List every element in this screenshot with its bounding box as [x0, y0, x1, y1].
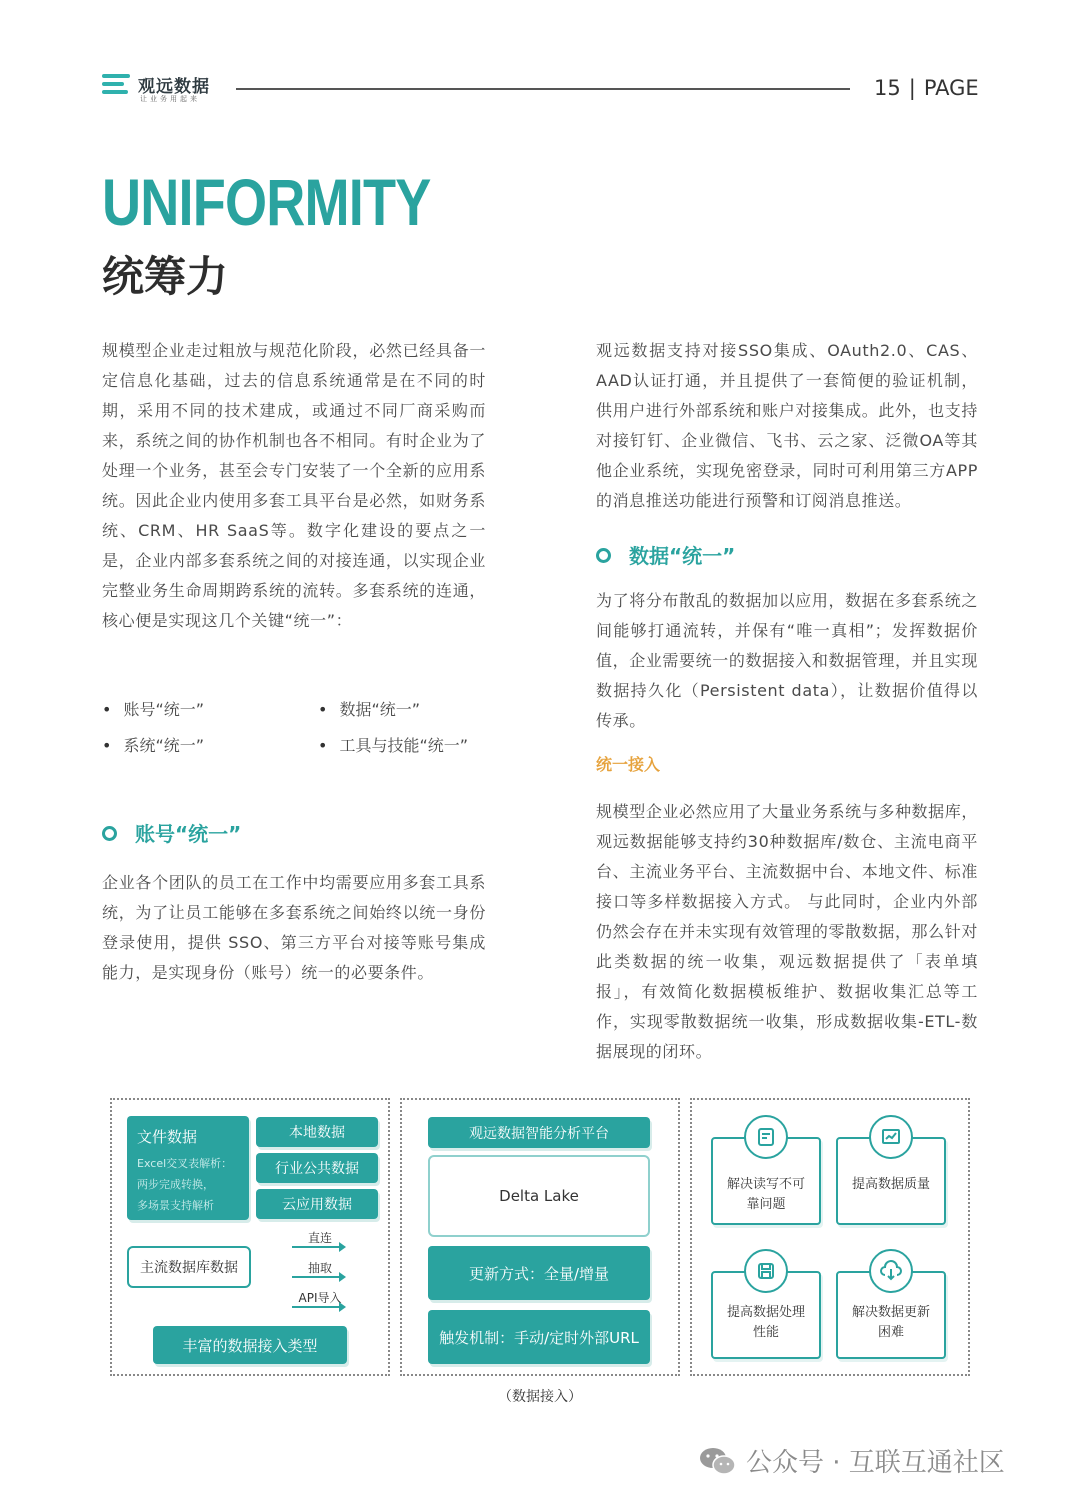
save-icon: [744, 1249, 788, 1293]
arrow-label-api: API导入: [298, 1291, 342, 1305]
section-heading-data: 数据“统一”: [596, 540, 735, 569]
arrow-right-icon: [292, 1306, 344, 1308]
circle-bullet-icon: [102, 826, 117, 841]
benefit-card-performance: 提高数据处理性能: [711, 1271, 821, 1359]
file-data-title: 文件数据: [137, 1128, 198, 1146]
figure-caption: （数据接入）: [498, 1389, 582, 1405]
subheading-unified-access: 统一接入: [596, 755, 661, 774]
trigger-mechanism-box: 触发机制：手动/定时外部URL: [428, 1310, 650, 1364]
source-local-data: 本地数据: [256, 1117, 378, 1147]
platform-title: 观远数据智能分析平台: [428, 1117, 650, 1148]
arrow-label-direct: 直连: [307, 1231, 332, 1245]
page-label: PAGE: [923, 76, 979, 100]
watermark-text: 公众号 · 互联互通社区: [746, 1448, 1005, 1478]
arrow-label-extract: 抽取: [307, 1261, 332, 1275]
list-item: • 系统“统一”: [102, 733, 204, 756]
integration-paragraph: 观远数据支持对接SSO集成、OAuth2.0、CAS、AAD认证打通，并且提供了一套简便的验证机制，供用户进行外部系统和账户对接集成。此外，也支持对接钉钉、企业微信、飞书、云之家、泛微OA等其他企业系统，实现免密登录，同时可利用第三方APP的消息推送功能进行预警和订阅消息推送。: [596, 341, 978, 510]
page-indicator: [874, 76, 979, 100]
account-paragraph: 企业各个团队的员工在工作中均需要应用多套工具系统，为了让员工能够在多套系统之间始终以统一身份登录使用，提供 SSO、第三方平台对接等账号集成能力，是实现身份（账号）统一的必要条件。: [102, 873, 486, 982]
page-separator: |: [908, 76, 916, 100]
benefit-card-reliability: 解决读写不可靠问题: [711, 1137, 821, 1225]
access-types-label: 丰富的数据接入类型: [153, 1326, 347, 1364]
file-data-line: 多场景支持解析: [137, 1199, 214, 1212]
list-item: • 工具与技能“统一”: [318, 733, 468, 756]
page-title-en: UNIFORMITY: [102, 165, 431, 239]
header-divider: [236, 88, 850, 90]
brand-name: 观远数据: [138, 77, 210, 97]
delta-lake-box: Delta Lake: [428, 1155, 650, 1237]
circle-bullet-icon: [596, 548, 611, 563]
source-cloud-app-data: 云应用数据: [256, 1189, 378, 1219]
page-title-zh: 统筹力: [102, 252, 229, 301]
logo-mark: [102, 74, 130, 102]
chart-icon: [869, 1115, 913, 1159]
unified-access-paragraph: 规模型企业必然应用了大量业务系统与多种数据库，观远数据能够支持约30种数据库/数仓、主流电商平台、主流业务平台、主流数据中台、本地文件、标准接口等多样数据接入方式。 与此同时，企业内外部仍然会存在并未实现有效管理的零散数据，那么针对此类数据的统一收集，观远数据提供了「表单填报」，有效简化数据模板维护、数据收集汇总等工作，实现零散数据统一收集，形成数据收集-ETL-数据展现的闭环。: [596, 802, 978, 1061]
cloud-download-icon: [869, 1249, 913, 1293]
arrow-right-icon: [292, 1246, 344, 1248]
document-icon: [744, 1115, 788, 1159]
data-paragraph: 为了将分布散乱的数据加以应用，数据在多套系统之间能够打通流转，并保有“唯一真相”；发挥数据价值，企业需要统一的数据接入和数据管理，并且实现数据持久化（Persistent data），让数据价值得以传承。: [596, 591, 978, 730]
intro-paragraph: 规模型企业走过粗放与规范化阶段，必然已经具备一定信息化基础，过去的信息系统通常是在不同的时期，采用不同的技术建成，或通过不同厂商采购而来，系统之间的协作机制也各不相同。有时企业为了处理一个业务，甚至会专门安装了一个全新的应用系统。因此企业内使用多套工具平台是必然，如财务系统、CRM、HR SaaS等。数字化建设的要点之一是，企业内部多套系统之间的对接连通，以实现企业完整业务生命周期跨系统的流转。多套系统的连通，核心便是实现这几个关键“统一”：: [102, 341, 486, 630]
database-source-box: 主流数据库数据: [127, 1246, 251, 1288]
update-mode-box: 更新方式：全量/增量: [428, 1246, 650, 1300]
list-item: • 数据“统一”: [318, 697, 420, 720]
watermark: [698, 1442, 1005, 1479]
file-data-line: Excel交叉表解析：: [137, 1157, 233, 1170]
source-industry-data: 行业公共数据: [256, 1153, 378, 1183]
benefit-card-update: 解决数据更新困难: [836, 1271, 946, 1359]
list-item: • 账号“统一”: [102, 697, 204, 720]
arrow-right-icon: [292, 1276, 344, 1278]
page-number: 15: [874, 76, 901, 100]
file-data-line: 两步完成转换，: [137, 1178, 214, 1191]
brand-slogan: 让业务用起来: [140, 95, 200, 103]
file-data-box: [127, 1116, 249, 1220]
benefit-card-quality: 提高数据质量: [836, 1137, 946, 1225]
wechat-icon: [698, 1445, 738, 1477]
section-heading-account: 账号“统一”: [102, 818, 241, 847]
